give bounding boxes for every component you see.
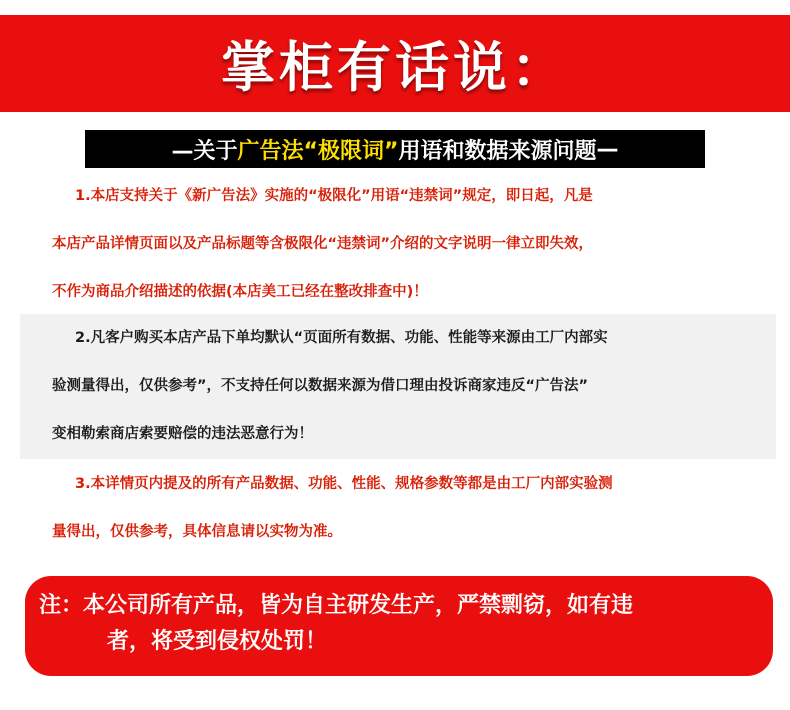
subtitle-prefix: —关于 bbox=[171, 138, 238, 164]
copyright-notice bbox=[25, 576, 773, 676]
notice-line-2: 者，将受到侵权处罚！ bbox=[107, 629, 328, 654]
section-1-line-3: 不作为商品介绍描述的依据(本店美工已经在整改排查中)！ bbox=[52, 284, 428, 300]
notice-section-3 bbox=[20, 460, 776, 560]
notice-section-1 bbox=[20, 172, 776, 312]
section-1-line-1: 1.本店支持关于《新广告法》实施的“极限化”用语“违禁词”规定，即日起，凡是 bbox=[75, 188, 593, 204]
subtitle-highlight: 广告法“极限词” bbox=[237, 138, 399, 164]
notice-section-2 bbox=[20, 314, 776, 459]
section-1-line-2: 本店产品详情页面以及产品标题等含极限化“违禁词”介绍的文字说明一律立即失效， bbox=[52, 236, 594, 252]
subtitle-bar bbox=[85, 130, 705, 168]
subtitle-text: 用语和数据来源问题 bbox=[398, 138, 597, 164]
subtitle-suffix: — bbox=[596, 136, 619, 162]
section-2-line-1: 2.凡客户购买本店产品下单均默认“页面所有数据、功能、性能等来源由工厂内部实 bbox=[75, 330, 608, 346]
title-banner bbox=[0, 15, 790, 112]
section-2-line-3: 变相勒索商店索要赔偿的违法恶意行为！ bbox=[52, 426, 313, 442]
section-2-line-2: 验测量得出，仅供参考”，不支持任何以数据来源为借口理由投诉商家违反“广告法” bbox=[52, 378, 589, 394]
section-3-line-2: 量得出，仅供参考，具体信息请以实物为准。 bbox=[52, 524, 342, 540]
page-title: 掌柜有话说： bbox=[221, 35, 569, 99]
notice-line-1: 注：本公司所有产品，皆为自主研发生产，严禁剽窃，如有违 bbox=[39, 593, 634, 618]
section-3-line-1: 3.本详情页内提及的所有产品数据、功能、性能、规格参数等都是由工厂内部实验测 bbox=[75, 476, 613, 492]
